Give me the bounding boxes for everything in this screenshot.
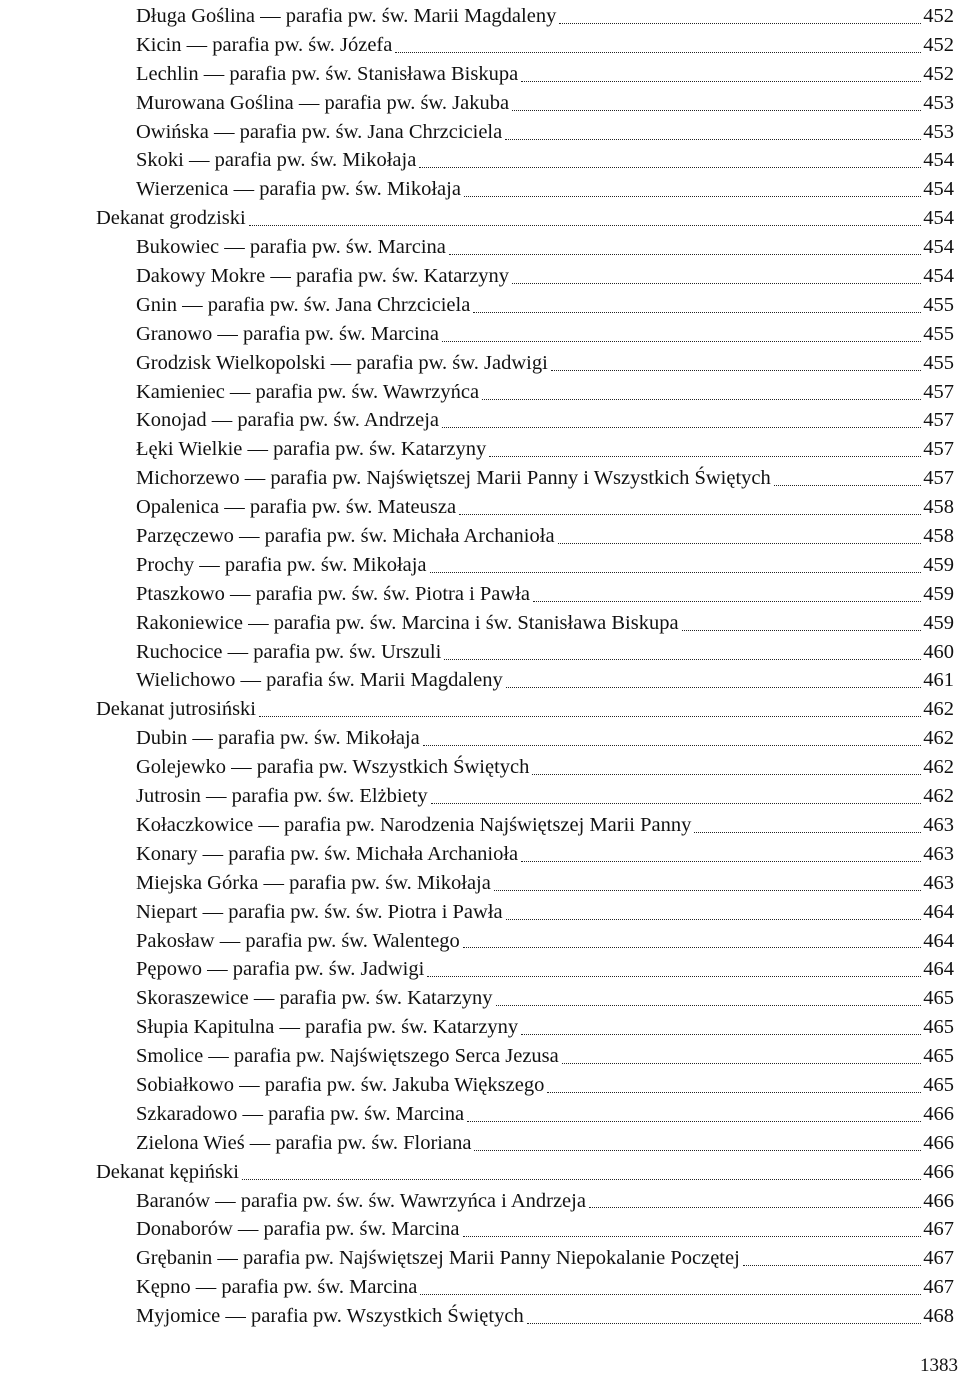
- toc-entry-row: [136, 984, 954, 1013]
- toc-entry-page: 467: [923, 1218, 954, 1241]
- dot-leader: [242, 1179, 921, 1180]
- toc-entry-row: [136, 898, 954, 927]
- toc-deanery-row: [96, 204, 954, 233]
- toc-entry-title: Miejska Górka — parafia pw. św. Mikołaja: [136, 871, 491, 894]
- toc-entry-row: [136, 1100, 954, 1129]
- toc-entry-title: Dekanat kępiński: [96, 1160, 239, 1183]
- toc-entry-title: Pakosław — parafia pw. św. Walentego: [136, 929, 460, 952]
- toc-entry-title: Granowo — parafia pw. św. Marcina: [136, 322, 440, 345]
- toc-entry-row: [136, 638, 954, 667]
- dot-leader: [442, 341, 921, 342]
- toc-entry-row: [136, 1187, 954, 1216]
- toc-entry-page: 463: [923, 871, 954, 894]
- toc-entry-page: 465: [923, 1073, 954, 1096]
- toc-entry-title: Prochy — parafia pw. św. Mikołaja: [136, 553, 427, 576]
- toc-entry-page: 454: [923, 265, 954, 288]
- toc-entry-row: [136, 406, 954, 435]
- toc-entry-title: Baranów — parafia pw. św. św. Wawrzyńca i Andrzeja: [136, 1189, 586, 1212]
- toc-entry-title: Ptaszkowo — parafia pw. św. św. Piotra i Pawła: [136, 582, 530, 605]
- toc-entry-page: 454: [923, 236, 954, 259]
- toc-entry-page: 457: [923, 438, 954, 461]
- toc-entry-title: Donaborów — parafia pw. św. Marcina: [136, 1218, 460, 1241]
- toc-entry-row: [136, 840, 954, 869]
- toc-entry-page: 464: [923, 929, 954, 952]
- toc-entry-title: Kołaczkowice — parafia pw. Narodzenia Najświętszej Marii Panny: [136, 813, 692, 836]
- toc-entry-title: Myjomice — parafia pw. Wszystkich Świętych: [136, 1305, 524, 1328]
- toc-entry-title: Dubin — parafia pw. św. Mikołaja: [136, 727, 420, 750]
- toc-entry-row: [136, 146, 954, 175]
- toc-entry-title: Konary — parafia pw. św. Michała Archanioła: [136, 842, 519, 865]
- toc-entry-page: 459: [923, 582, 954, 605]
- toc-entry-row: [136, 1302, 954, 1331]
- toc-entry-title: Dekanat jutrosiński: [96, 698, 256, 721]
- dot-leader: [558, 543, 922, 544]
- dot-leader: [521, 861, 921, 862]
- toc-entry-row: [136, 2, 954, 31]
- toc-entry-row: [136, 580, 954, 609]
- toc-entry-row: [136, 666, 954, 695]
- toc-entry-page: 453: [923, 120, 954, 143]
- toc-entry-title: Niepart — parafia pw. św. św. Piotra i Pawła: [136, 900, 503, 923]
- dot-leader: [444, 659, 921, 660]
- dot-leader: [559, 23, 921, 24]
- toc-entry-row: [136, 1129, 954, 1158]
- dot-leader: [427, 976, 921, 977]
- dot-leader: [505, 139, 921, 140]
- toc-entry-title: Kamieniec — parafia pw. św. Wawrzyńca: [136, 380, 480, 403]
- toc-entry-title: Słupia Kapitulna — parafia pw. św. Katarzyny: [136, 1016, 519, 1039]
- toc-entry-page: 452: [923, 5, 954, 27]
- toc-entry-page: 466: [923, 1160, 954, 1183]
- toc-entry-row: [136, 609, 954, 638]
- toc-entry-title: Dekanat grodziski: [96, 207, 246, 230]
- toc-entry-page: 457: [923, 409, 954, 432]
- dot-leader: [459, 514, 921, 515]
- toc-entry-page: 466: [923, 1102, 954, 1125]
- toc-entry-row: [136, 175, 954, 204]
- toc-entry-row: [136, 233, 954, 262]
- toc-entry-page: 455: [923, 322, 954, 345]
- toc-entry-page: 461: [923, 669, 954, 692]
- toc-entry-title: Grębanin — parafia pw. Najświętszej Marii Panny Niepokalanie Poczętej: [136, 1247, 740, 1270]
- toc-entry-title: Ruchocice — parafia pw. św. Urszuli: [136, 640, 442, 663]
- dot-leader: [482, 399, 921, 400]
- dot-leader: [774, 485, 921, 486]
- toc-entry-row: [136, 262, 954, 291]
- page-number: 1383: [920, 1355, 958, 1376]
- toc-entry-row: [136, 464, 954, 493]
- toc-entry-title: Owińska — parafia pw. św. Jana Chrzciciela: [136, 120, 503, 143]
- toc-entry-title: Bukowiec — parafia pw. św. Marcina: [136, 236, 446, 259]
- toc-entry-row: [136, 89, 954, 118]
- toc-entry-page: 458: [923, 496, 954, 519]
- toc-entry-title: Opalenica — parafia pw. św. Mateusza: [136, 496, 457, 519]
- toc-entry-row: [136, 291, 954, 320]
- dot-leader: [589, 1207, 921, 1208]
- toc-entry-page: 459: [923, 553, 954, 576]
- toc-entry-row: [136, 782, 954, 811]
- toc-entry-page: 462: [923, 698, 954, 721]
- toc-entry-row: [136, 31, 954, 60]
- toc-entry-row: [136, 927, 954, 956]
- dot-leader: [464, 196, 921, 197]
- toc-entry-page: 463: [923, 842, 954, 865]
- toc-entry-page: 462: [923, 785, 954, 808]
- toc-entry-page: 459: [923, 611, 954, 634]
- toc-entry-title: Konojad — parafia pw. św. Andrzeja: [136, 409, 440, 432]
- toc-entry-page: 465: [923, 1045, 954, 1068]
- dot-leader: [521, 81, 921, 82]
- dot-leader: [430, 572, 922, 573]
- dot-leader: [474, 1150, 921, 1151]
- toc-entry-title: Lechlin — parafia pw. św. Stanisława Biskupa: [136, 62, 519, 85]
- toc-entry-title: Szkaradowo — parafia pw. św. Marcina: [136, 1102, 465, 1125]
- dot-leader: [442, 427, 921, 428]
- toc-entry-title: Łęki Wielkie — parafia pw. św. Katarzyny: [136, 438, 487, 461]
- toc-entry-row: [136, 1042, 954, 1071]
- toc-entry-title: Parzęczewo — parafia pw. św. Michała Archanioła: [136, 525, 555, 548]
- toc-entry-title: Pępowo — parafia pw. św. Jadwigi: [136, 958, 425, 981]
- dot-leader: [532, 774, 921, 775]
- toc-entry-page: 458: [923, 525, 954, 548]
- dot-leader: [420, 1294, 921, 1295]
- dot-leader: [467, 1121, 921, 1122]
- toc-entry-title: Dakowy Mokre — parafia pw. św. Katarzyny: [136, 265, 510, 288]
- toc-entry-page: 466: [923, 1131, 954, 1154]
- toc-entry-title: Skoraszewice — parafia pw. św. Katarzyny: [136, 987, 493, 1010]
- toc-entry-row: [136, 724, 954, 753]
- toc-entry-title: Grodzisk Wielkopolski — parafia pw. św. Jadwigi: [136, 351, 548, 374]
- toc-entry-row: [136, 1071, 954, 1100]
- dot-leader: [533, 601, 921, 602]
- toc-entry-row: [136, 378, 954, 407]
- toc-entry-row: [136, 522, 954, 551]
- toc-entry-row: [136, 493, 954, 522]
- dot-leader: [463, 947, 921, 948]
- toc-entry-page: 462: [923, 727, 954, 750]
- toc-entry-row: [136, 349, 954, 378]
- toc-entry-page: 464: [923, 958, 954, 981]
- dot-leader: [562, 1063, 921, 1064]
- toc-entry-title: Jutrosin — parafia pw. św. Elżbiety: [136, 785, 428, 808]
- dot-leader: [249, 225, 922, 226]
- toc-entry-page: 457: [923, 380, 954, 403]
- toc-entry-title: Sobiałkowo — parafia pw. św. Jakuba Większego: [136, 1073, 545, 1096]
- toc-entry-page: 454: [923, 178, 954, 201]
- toc-entry-title: Rakoniewice — parafia pw. św. Marcina i św. Stanisława Biskupa: [136, 611, 679, 634]
- dot-leader: [694, 832, 921, 833]
- dot-leader: [423, 745, 922, 746]
- dot-leader: [521, 1034, 921, 1035]
- dot-leader: [551, 370, 921, 371]
- dot-leader: [449, 254, 921, 255]
- toc-deanery-row: [96, 1158, 954, 1187]
- toc-entry-page: 457: [923, 467, 954, 490]
- toc-entry-row: [136, 753, 954, 782]
- toc-entry-row: [136, 955, 954, 984]
- toc-entry-title: Golejewko — parafia pw. Wszystkich Świętych: [136, 756, 530, 779]
- dot-leader: [473, 312, 921, 313]
- toc-entry-page: 462: [923, 756, 954, 779]
- dot-leader: [496, 1005, 922, 1006]
- dot-leader: [682, 630, 922, 631]
- toc-entry-page: 467: [923, 1247, 954, 1270]
- toc-entry-row: [136, 118, 954, 147]
- toc-entry-page: 468: [923, 1305, 954, 1328]
- dot-leader: [506, 919, 922, 920]
- toc-entry-row: [136, 811, 954, 840]
- dot-leader: [431, 803, 922, 804]
- toc-entry-title: Długa Goślina — parafia pw. św. Marii Magdaleny: [136, 5, 557, 27]
- toc-entry-page: 466: [923, 1189, 954, 1212]
- toc-entry-title: Gnin — parafia pw. św. Jana Chrzciciela: [136, 293, 471, 316]
- toc-entry-title: Smolice — parafia pw. Najświętszego Serca Jezusa: [136, 1045, 559, 1068]
- toc-entry-page: 463: [923, 813, 954, 836]
- toc-entry-row: [136, 1215, 954, 1244]
- toc-entry-row: [136, 60, 954, 89]
- toc-entry-page: 454: [923, 207, 954, 230]
- toc-entry-title: Kępno — parafia pw. św. Marcina: [136, 1276, 418, 1299]
- dot-leader: [506, 687, 922, 688]
- toc-entry-page: 452: [923, 33, 954, 56]
- toc-entry-page: 455: [923, 293, 954, 316]
- dot-leader: [463, 1236, 922, 1237]
- toc-entry-title: Wielichowo — parafia św. Marii Magdaleny: [136, 669, 503, 692]
- toc-entry-row: [136, 1273, 954, 1302]
- toc-entry-page: 460: [923, 640, 954, 663]
- toc-entry-row: [136, 320, 954, 349]
- dot-leader: [547, 1092, 921, 1093]
- toc-entry-page: 464: [923, 900, 954, 923]
- toc-entry-page: 467: [923, 1276, 954, 1299]
- dot-leader: [395, 52, 921, 53]
- toc-entry-row: [136, 869, 954, 898]
- toc-entry-page: 455: [923, 351, 954, 374]
- toc-entry-title: Murowana Goślina — parafia pw. św. Jakuba: [136, 91, 510, 114]
- toc-entry-page: 453: [923, 91, 954, 114]
- toc-entry-row: [136, 551, 954, 580]
- toc-entry-title: Kicin — parafia pw. św. Józefa: [136, 33, 393, 56]
- dot-leader: [419, 167, 921, 168]
- toc-deanery-row: [96, 695, 954, 724]
- dot-leader: [494, 890, 921, 891]
- toc-entry-title: Wierzenica — parafia pw. św. Mikołaja: [136, 178, 461, 201]
- toc-entry-page: 465: [923, 987, 954, 1010]
- dot-leader: [512, 283, 921, 284]
- dot-leader: [743, 1265, 921, 1266]
- dot-leader: [512, 110, 921, 111]
- toc-entry-row: [136, 1013, 954, 1042]
- toc-entry-title: Skoki — parafia pw. św. Mikołaja: [136, 149, 417, 172]
- toc-entry-page: 465: [923, 1016, 954, 1039]
- toc-entry-row: [136, 435, 954, 464]
- toc-entry-row: [136, 1244, 954, 1273]
- dot-leader: [489, 456, 921, 457]
- dot-leader: [527, 1323, 922, 1324]
- toc-entry-title: Zielona Wieś — parafia pw. św. Floriana: [136, 1131, 472, 1154]
- toc-entry-page: 454: [923, 149, 954, 172]
- dot-leader: [259, 716, 921, 717]
- toc-entry-page: 452: [923, 62, 954, 85]
- toc-entry-title: Michorzewo — parafia pw. Najświętszej Marii Panny i Wszystkich Świętych: [136, 467, 771, 490]
